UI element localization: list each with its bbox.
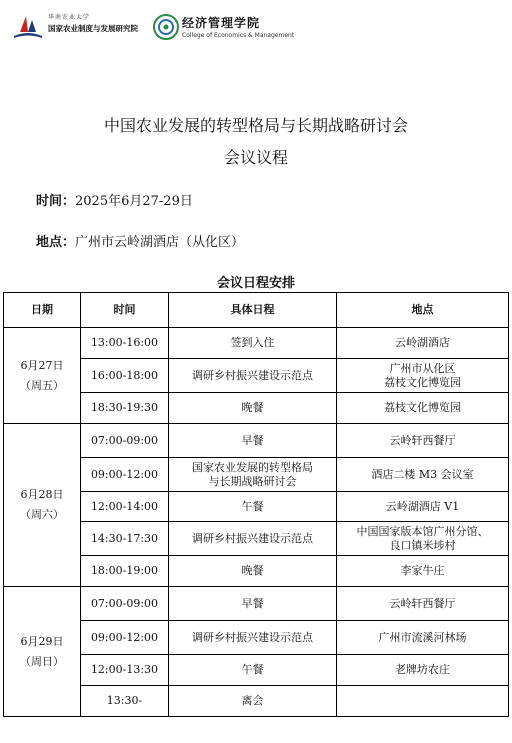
item-cell-text: 调研乡村振兴建设示范点 — [192, 368, 313, 382]
item-cell-text: 调研乡村振兴建设示范点 — [192, 531, 313, 545]
time-cell — [81, 522, 169, 556]
item-cell-text: 晚餐 — [241, 401, 264, 414]
date-cell — [4, 587, 81, 717]
schedule-title: 会议日程安排 — [216, 276, 295, 291]
item-cell-text: 午餐 — [241, 663, 264, 676]
time-cell — [81, 655, 169, 686]
institute-logo-icon — [12, 10, 44, 42]
item-cell — [169, 587, 337, 621]
place-cell — [337, 328, 509, 359]
date-cell-text: （周五） — [20, 378, 64, 392]
conference-title: 中国农业发展的转型格局与长期战略研讨会 — [103, 116, 408, 135]
time-label: 时间： — [36, 194, 76, 209]
time-cell-text: 09:00-12:00 — [90, 467, 159, 481]
date-cell — [4, 424, 81, 587]
time-cell-text: 13:30- — [106, 694, 143, 707]
item-cell-text: 早餐 — [241, 596, 264, 610]
time-cell — [81, 587, 169, 621]
schedule-body — [4, 328, 509, 717]
place-cell-text: 中国国家版本馆广州分馆、 — [356, 524, 489, 538]
time-cell — [81, 556, 169, 587]
item-cell — [169, 424, 337, 458]
item-cell-text: 早餐 — [241, 433, 264, 447]
agenda-title: 会议议程 — [223, 148, 288, 167]
place-cell — [337, 556, 509, 587]
date-cell-text: 6月29日 — [20, 634, 64, 648]
time-cell-text: 12:00-13:30 — [90, 663, 159, 676]
place-cell — [337, 686, 509, 717]
item-cell — [169, 359, 337, 393]
time-cell-text: 07:00-09:00 — [90, 433, 159, 447]
date-cell-text: （周日） — [20, 654, 64, 668]
date-cell-text: 6月28日 — [20, 488, 64, 501]
institute-name: 国家农业制度与发展研究院 — [48, 24, 138, 33]
item-cell — [169, 556, 337, 587]
time-cell-text: 18:30-19:30 — [90, 401, 159, 414]
place-cell — [337, 587, 509, 621]
college-logo-text — [182, 14, 294, 39]
date-cell-text: 6月27日 — [20, 358, 64, 372]
time-cell — [81, 686, 169, 717]
college-english-name: College of Economics & Management — [182, 32, 295, 39]
item-cell-text: 签到入住 — [230, 336, 275, 349]
place-cell — [337, 655, 509, 686]
item-cell-text: 午餐 — [241, 499, 264, 513]
place-cell-text: 云岭湖酒店 — [395, 336, 450, 349]
item-cell — [169, 686, 337, 717]
place-cell-text: 云岭轩西餐厅 — [389, 433, 456, 447]
place-cell — [337, 458, 509, 492]
time-cell — [81, 621, 169, 655]
place-cell — [337, 522, 509, 556]
table-row — [4, 328, 509, 359]
place-label: 地点： — [36, 235, 76, 250]
time-line — [36, 190, 193, 209]
time-cell-text: 14:30-17:30 — [90, 531, 159, 545]
item-cell — [169, 393, 337, 424]
place-cell-text: 酒店二楼 M3 会议室 — [371, 467, 474, 481]
place-cell-text: 老牌坊农庄 — [395, 663, 450, 676]
time-cell-text: 09:00-12:00 — [90, 630, 159, 644]
item-cell — [169, 458, 337, 492]
institute-logo-text — [48, 12, 138, 34]
place-line — [36, 231, 244, 250]
place-cell-text: 云岭轩西餐厅 — [389, 596, 456, 610]
place-cell — [337, 393, 509, 424]
university-name: 华南农业大学 — [48, 14, 91, 21]
place-cell — [337, 492, 509, 522]
schedule-table — [3, 292, 509, 717]
item-cell-text: 调研乡村振兴建设示范点 — [192, 630, 313, 644]
time-cell — [81, 458, 169, 492]
college-logo-icon — [153, 14, 179, 40]
date-cell-text: （周六） — [20, 508, 64, 521]
item-cell-text: 离会 — [241, 694, 264, 707]
item-cell — [169, 522, 337, 556]
item-cell-text: 与长期战略研讨会 — [208, 474, 297, 488]
place-cell-text: 云岭湖酒店 V1 — [385, 499, 460, 513]
time-cell-text: 07:00-09:00 — [90, 596, 159, 610]
column-header-date: 日期 — [4, 293, 81, 328]
place-cell-text: 李家牛庄 — [400, 564, 445, 577]
column-header-item: 具体日程 — [169, 293, 337, 328]
time-cell — [81, 492, 169, 522]
table-header-row — [4, 293, 509, 328]
place-cell-text: 荔枝文化博览园 — [384, 401, 461, 414]
college-name: 经济管理学院 — [182, 16, 261, 30]
item-cell — [169, 492, 337, 522]
time-cell-text: 12:00-14:00 — [90, 499, 159, 513]
place-cell-text: 广州市流溪河林场 — [378, 630, 467, 644]
item-cell — [169, 328, 337, 359]
place-value: 广州市云岭湖酒店（从化区） — [75, 235, 245, 250]
place-cell — [337, 359, 509, 393]
table-row — [4, 424, 509, 458]
place-cell-text: 荔枝文化博览园 — [384, 375, 461, 389]
header — [0, 0, 512, 48]
column-header-time: 时间 — [81, 293, 169, 328]
table-row — [4, 587, 509, 621]
place-cell — [337, 424, 509, 458]
place-cell — [337, 621, 509, 655]
item-cell — [169, 621, 337, 655]
place-cell-text: 广州市从化区 — [389, 361, 456, 375]
item-cell — [169, 655, 337, 686]
time-cell — [81, 328, 169, 359]
column-header-place: 地点 — [337, 293, 509, 328]
time-cell — [81, 424, 169, 458]
time-cell — [81, 359, 169, 393]
time-cell-text: 16:00-18:00 — [90, 368, 159, 382]
time-cell-text: 18:00-19:00 — [90, 564, 159, 577]
time-value: 2025年6月27-29日 — [75, 194, 193, 209]
time-cell-text: 13:00-16:00 — [90, 336, 159, 349]
date-cell — [4, 328, 81, 424]
time-cell — [81, 393, 169, 424]
place-cell-text: 良口镇米埗村 — [389, 538, 456, 552]
item-cell-text: 晚餐 — [241, 564, 264, 577]
item-cell-text: 国家农业发展的转型格局 — [192, 460, 313, 474]
